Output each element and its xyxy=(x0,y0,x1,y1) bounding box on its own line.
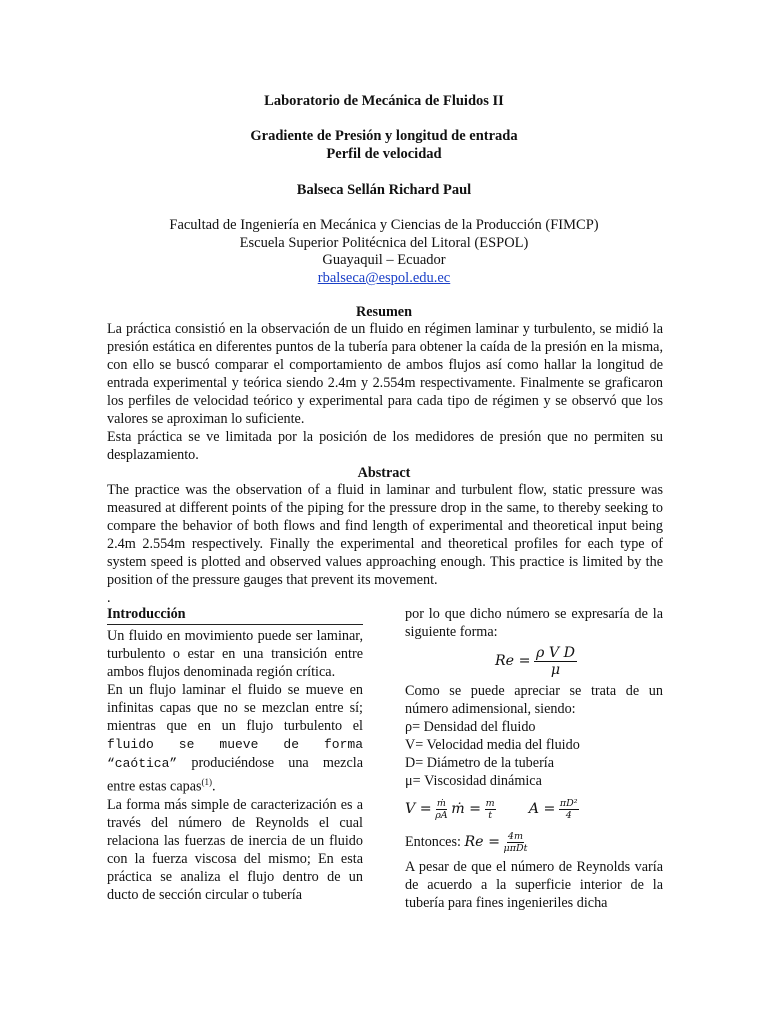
abstract-body xyxy=(107,481,663,607)
paper-title-line1: Gradiente de Presión y longitud de entrada xyxy=(250,128,518,144)
mdot-fraction xyxy=(485,798,496,821)
re-numerator: ρ V D xyxy=(536,645,576,661)
resumen-heading: Resumen xyxy=(356,304,412,320)
intro-p2-text-a: En un flujo laminar el fluido se mueve en infinitas capas que no se mezclan entre sí; mientras que en un flujo turbulento el xyxy=(107,682,363,734)
area-denominator: 4 xyxy=(565,810,572,821)
entonces-label: Entonces: xyxy=(405,833,461,850)
reference-marker: (1) xyxy=(201,777,213,787)
affiliation-city: Guayaquil – Ecuador xyxy=(322,252,446,268)
re2-lhs: Re = xyxy=(464,833,500,850)
right-paragraph-1: por lo que dicho número se expresaría de la siguiente forma: xyxy=(405,606,663,640)
re-denominator: μ xyxy=(550,662,561,678)
re-fraction xyxy=(534,645,577,678)
def-velocity: V= Velocidad media del fluido xyxy=(405,737,580,753)
intro-paragraph-1: Un fluido en movimiento puede ser laminar, turbulento o estar en una transición entre ambos flujos denominada región crítica. xyxy=(107,628,363,680)
intro-p2-text-b: produciéndose una mezcla entre estas capas xyxy=(107,755,364,795)
right-paragraph-2: Como se puede apreciar se trata de un número adimensional, siendo: xyxy=(405,683,663,717)
abstract-paragraph-1: The practice was the observation of a fluid in laminar and turbulent flow, static pressure was measured at different points of the piping for the pressure drop in the same, to thereby seeking to compare the behavior of both flows and find length of experimental and theoretical input being 2.4m 2.554m respectively. Finally the experimental and theoretical profiles for each type of system speed is plotted and observed values approaching enough. This practice is limited by the position of the pressure gauges that prevent its movement. xyxy=(107,482,663,588)
intro-paragraph-2 xyxy=(107,681,363,796)
re2-fraction xyxy=(504,831,528,854)
def-density: ρ= Densidad del fluido xyxy=(405,719,536,735)
email-link-row xyxy=(0,269,768,287)
intro-p2-mono-text: fluido se mueve de forma “caótica” xyxy=(107,737,363,771)
re2-denominator: μπDt xyxy=(503,843,528,854)
mdot-denominator: t xyxy=(488,810,493,821)
resumen-body xyxy=(107,320,663,464)
intro-p2-end: . xyxy=(212,778,216,795)
email-link[interactable]: rbalseca@espol.edu.ec xyxy=(317,270,451,286)
resumen-paragraph-1: La práctica consistió en la observación de un fluido en régimen laminar y turbulento, se midió la presión estática en diferentes puntos de la tubería para obtener la caída de la presión en la misma, con ello se buscó comparar el comportamiento de ambos flujos así como hallar la longitud de entrada experimental y teórica siendo 2.4m y 2.554m respectivamente. Finalmente se graficaron los perfiles de velocidad teórico y experimental para cada tipo de régimen y se observó que los valores se aproximan lo suficiente. xyxy=(107,321,663,427)
area-lhs: A = xyxy=(528,800,556,817)
resumen-paragraph-2: Esta práctica se ve limitada por la posición de los medidores de presión que no permiten su desplazamiento. xyxy=(107,429,663,463)
affiliation-school: Escuela Superior Politécnica del Litoral (ESPOL) xyxy=(239,235,529,251)
mdot-numerator: m xyxy=(485,798,495,809)
author-name: Balseca Sellán Richard Paul xyxy=(296,182,472,198)
mdot-lhs: ṁ = xyxy=(451,800,482,817)
right-paragraph-3: A pesar de que el número de Reynolds varía de acuerdo a la superficie interior de la tubería para fines ingenieriles dicha xyxy=(405,859,663,911)
reynolds-mass-equation xyxy=(405,831,663,854)
v-numerator: ṁ xyxy=(436,798,446,809)
paper-title-line2: Perfil de velocidad xyxy=(326,146,442,162)
velocity-equations xyxy=(405,798,663,821)
right-column xyxy=(405,605,663,912)
re-lhs: Re = xyxy=(495,652,531,669)
v-denominator: ρA xyxy=(435,810,448,821)
area-numerator: πD² xyxy=(559,798,578,809)
v-fraction xyxy=(435,798,447,821)
affiliation-faculty: Facultad de Ingeniería en Mecánica y Ciencias de la Producción (FIMCP) xyxy=(169,217,599,233)
introduccion-heading: Introducción xyxy=(107,605,363,625)
intro-paragraph-3: La forma más simple de caracterización es a través del número de Reynolds el cual relaciona las fuerzas de inercia de un fluido con la fuerza viscosa del mismo; En esta práctica se analiza el flujo dentro de un ducto de sección circular o tubería xyxy=(107,796,363,903)
def-diameter: D= Diámetro de la tubería xyxy=(405,755,555,771)
left-column xyxy=(107,605,363,904)
abstract-trailing-dot: . xyxy=(107,590,111,606)
lab-title: Laboratorio de Mecánica de Fluidos II xyxy=(264,93,504,109)
abstract-heading: Abstract xyxy=(357,465,411,481)
v-lhs: V = xyxy=(405,800,432,817)
reynolds-equation xyxy=(405,645,663,678)
area-fraction xyxy=(559,798,579,821)
re2-numerator: 4m xyxy=(507,831,523,842)
def-viscosity: μ= Viscosidad dinámica xyxy=(405,773,542,789)
